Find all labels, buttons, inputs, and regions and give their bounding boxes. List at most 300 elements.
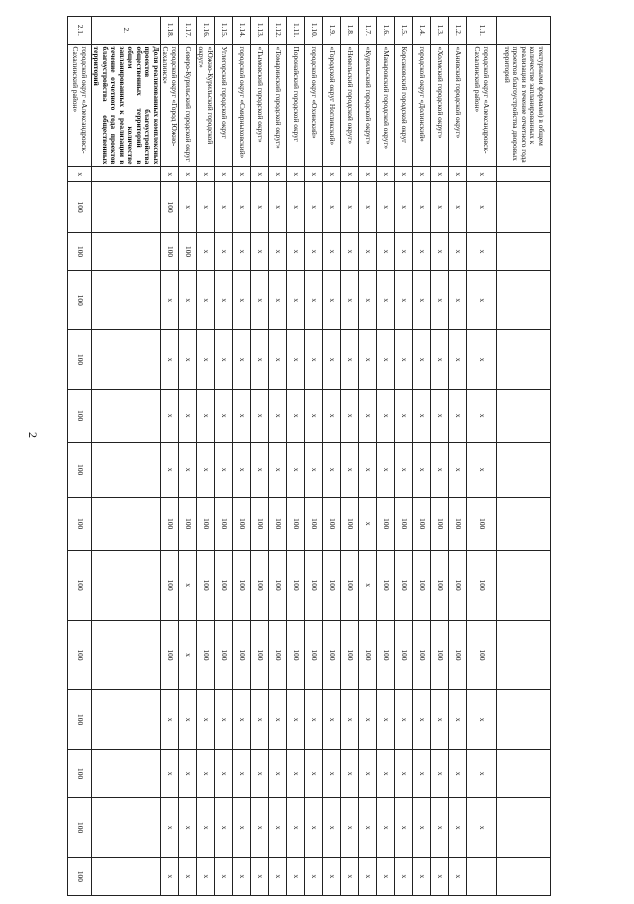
table-cell: x (269, 857, 287, 895)
table-cell: x (449, 690, 467, 749)
table-cell: 100 (377, 550, 395, 620)
table-row (413, 17, 431, 896)
table-cell: x (287, 330, 305, 389)
table-cell: x (413, 749, 431, 798)
table-cell: x (395, 798, 413, 857)
table-cell: x (178, 330, 196, 389)
table-cell: x (251, 749, 269, 798)
table-cell: x (196, 749, 214, 798)
table-cell (91, 690, 160, 749)
table-cell: x (467, 271, 497, 330)
table-cell: 100 (67, 271, 91, 330)
table-cell: x (467, 749, 497, 798)
table-cell: 100 (233, 550, 251, 620)
row-number: 1.6. (377, 17, 395, 45)
table-cell (497, 690, 551, 749)
table-cell: x (233, 749, 251, 798)
table-cell: x (323, 442, 341, 497)
table-cell: x (413, 182, 431, 233)
table-cell: x (287, 271, 305, 330)
table-cell: x (359, 497, 377, 550)
row-name: городской округ «Смирныховский» (233, 44, 251, 167)
table-cell: 100 (341, 550, 359, 620)
table-row (178, 17, 196, 896)
table-cell: x (395, 271, 413, 330)
table-cell: x (395, 182, 413, 233)
table-cell: 100 (287, 550, 305, 620)
table-cell: x (178, 749, 196, 798)
table-cell: x (233, 690, 251, 749)
row-name: городской округ «Александровск-Сахалинский район» (67, 44, 91, 167)
table-cell: x (467, 233, 497, 271)
table-cell: x (377, 442, 395, 497)
table-cell: x (305, 442, 323, 497)
table-cell: x (341, 690, 359, 749)
table-cell: 100 (196, 497, 214, 550)
table-row (233, 17, 251, 896)
table-cell: x (215, 271, 233, 330)
table-cell: x (215, 749, 233, 798)
table-cell (91, 389, 160, 442)
table-cell: x (178, 798, 196, 857)
table-cell: x (359, 690, 377, 749)
row-number: 1.3. (431, 17, 449, 45)
table-cell: x (341, 389, 359, 442)
row-number: 1.13. (251, 17, 269, 45)
table-cell: x (287, 690, 305, 749)
table-row (359, 17, 377, 896)
table-cell: 100 (305, 497, 323, 550)
table-cell: x (160, 167, 178, 182)
table-cell: x (233, 330, 251, 389)
table-cell: x (178, 271, 196, 330)
table-cell: 100 (251, 550, 269, 620)
table-cell: x (341, 167, 359, 182)
table-cell (91, 233, 160, 271)
table-cell: x (359, 749, 377, 798)
table-cell (91, 182, 160, 233)
table-cell: x (359, 550, 377, 620)
table-cell: x (323, 182, 341, 233)
table-cell: x (305, 749, 323, 798)
table-cell: 100 (215, 550, 233, 620)
table-cell: x (160, 271, 178, 330)
table-cell: 100 (233, 620, 251, 690)
table-cell: x (287, 749, 305, 798)
row-number: 1.10. (305, 17, 323, 45)
table-cell: x (431, 690, 449, 749)
row-name: «Южно-Курильский городской округ» (196, 44, 214, 167)
table-cell: x (323, 857, 341, 895)
table-cell: x (251, 857, 269, 895)
table-cell: x (160, 798, 178, 857)
table-cell: 100 (431, 497, 449, 550)
table-cell: x (269, 798, 287, 857)
table-cell (497, 442, 551, 497)
table-cell (497, 271, 551, 330)
row-number: 1.11. (287, 17, 305, 45)
table-cell: x (431, 442, 449, 497)
row-number: 1.17. (178, 17, 196, 45)
table-cell: x (377, 233, 395, 271)
table-cell: x (395, 330, 413, 389)
table-cell: x (431, 798, 449, 857)
table-cell: x (305, 271, 323, 330)
table-cell: 100 (215, 497, 233, 550)
table-cell: x (178, 690, 196, 749)
table-cell: x (413, 167, 431, 182)
table-cell: x (395, 167, 413, 182)
table-cell: 100 (196, 550, 214, 620)
row-number: 1.2. (449, 17, 467, 45)
table-row (67, 17, 91, 896)
table-cell: x (359, 798, 377, 857)
table-cell: 100 (160, 233, 178, 271)
table-cell: x (467, 442, 497, 497)
table-cell: x (449, 442, 467, 497)
table-cell: x (196, 857, 214, 895)
row-number: 1.5. (395, 17, 413, 45)
table-cell: 100 (178, 233, 196, 271)
table-cell: x (341, 182, 359, 233)
table-cell: 100 (341, 620, 359, 690)
row-name: тектурными формами) в общем количестве запланированных к реализации в течение отчетного года проектов благоустройства дворовых территорий (497, 44, 551, 167)
table-cell: x (269, 167, 287, 182)
table-cell: 100 (287, 497, 305, 550)
table-cell: x (196, 690, 214, 749)
table-cell (91, 330, 160, 389)
table-cell: 100 (67, 497, 91, 550)
table-cell: x (233, 271, 251, 330)
table-cell: x (215, 389, 233, 442)
table-cell: x (449, 389, 467, 442)
table-cell: x (287, 442, 305, 497)
table-cell: 100 (67, 798, 91, 857)
table-cell: x (467, 330, 497, 389)
table-cell: x (251, 233, 269, 271)
page-number: 2 (26, 432, 40, 438)
table-cell: x (323, 798, 341, 857)
table-row (196, 17, 214, 896)
table-cell (497, 182, 551, 233)
table-cell: 100 (269, 497, 287, 550)
table-cell: x (269, 182, 287, 233)
table-cell: x (269, 690, 287, 749)
table-row (287, 17, 305, 896)
row-name: Поронайский городской округ (287, 44, 305, 167)
table-cell: x (359, 233, 377, 271)
table-cell: 100 (160, 497, 178, 550)
table-cell (497, 233, 551, 271)
table-cell: x (449, 271, 467, 330)
table-cell: 100 (215, 620, 233, 690)
table-cell: x (341, 798, 359, 857)
table-cell: x (178, 167, 196, 182)
row-number: 1.15. (215, 17, 233, 45)
table-cell: x (341, 233, 359, 271)
table-row (160, 17, 178, 896)
table-cell: x (269, 749, 287, 798)
row-name: городской округ «Александровск-Сахалинский район» (467, 44, 497, 167)
row-name: «Тымовский городской округ» (251, 44, 269, 167)
table-cell: x (287, 167, 305, 182)
table-cell (497, 330, 551, 389)
table-cell: x (233, 798, 251, 857)
table-cell: 100 (341, 497, 359, 550)
table-cell: x (287, 857, 305, 895)
table-cell: x (431, 857, 449, 895)
row-name: городской округ «Охинский» (305, 44, 323, 167)
table-cell: 100 (269, 550, 287, 620)
table-cell: x (377, 857, 395, 895)
row-number: 1.18. (160, 17, 178, 45)
table-cell: x (359, 182, 377, 233)
row-name: «Невельский городской округ» (341, 44, 359, 167)
table-cell: x (196, 389, 214, 442)
table-cell: x (196, 233, 214, 271)
table-cell: x (196, 182, 214, 233)
table-cell (497, 857, 551, 895)
table-row (323, 17, 341, 896)
table-cell: x (160, 330, 178, 389)
table-cell: x (395, 857, 413, 895)
row-name: Северо-Курильский городской округ (178, 44, 196, 167)
table-cell: x (233, 857, 251, 895)
row-name: «Городской округ Ногликский» (323, 44, 341, 167)
table-cell (91, 167, 160, 182)
table-cell: x (431, 330, 449, 389)
table-cell: x (305, 167, 323, 182)
table-cell: x (287, 798, 305, 857)
table-cell: x (395, 690, 413, 749)
table-cell (467, 857, 497, 895)
row-name: «Курильский городской округ» (359, 44, 377, 167)
table-row (91, 17, 160, 896)
table-cell: x (305, 233, 323, 271)
table-cell: x (377, 749, 395, 798)
table-row (431, 17, 449, 896)
table-cell: x (160, 442, 178, 497)
table-cell (91, 550, 160, 620)
table-cell: 100 (395, 550, 413, 620)
table-cell: x (269, 389, 287, 442)
table-cell: x (413, 857, 431, 895)
table-cell: 100 (305, 620, 323, 690)
table-cell: x (431, 182, 449, 233)
table-cell: 100 (67, 330, 91, 389)
table-cell: 100 (160, 620, 178, 690)
table-cell: x (251, 330, 269, 389)
table-cell: x (359, 330, 377, 389)
table-cell: x (341, 749, 359, 798)
table-cell: x (413, 690, 431, 749)
table-cell: x (413, 271, 431, 330)
table-cell: 100 (178, 497, 196, 550)
table-cell: x (341, 442, 359, 497)
table-cell: x (215, 233, 233, 271)
table-cell: 100 (413, 550, 431, 620)
table-cell: 100 (251, 497, 269, 550)
table-cell: x (449, 167, 467, 182)
table-cell: x (377, 182, 395, 233)
table-cell: x (395, 442, 413, 497)
row-number (497, 17, 551, 45)
table-cell: x (196, 167, 214, 182)
table-cell: x (287, 182, 305, 233)
table-cell: x (233, 182, 251, 233)
table-cell (497, 389, 551, 442)
table-cell: x (359, 857, 377, 895)
table-cell: 100 (467, 620, 497, 690)
table-cell: 100 (305, 550, 323, 620)
table-row (377, 17, 395, 896)
indicators-table (67, 16, 551, 896)
table-cell: 100 (413, 620, 431, 690)
row-name: Углегорский городской округ (215, 44, 233, 167)
table-cell: x (377, 389, 395, 442)
table-cell: x (449, 749, 467, 798)
table-cell: 100 (323, 497, 341, 550)
row-number: 1.9. (323, 17, 341, 45)
row-name: «Макаровский городской округ» (377, 44, 395, 167)
table-cell: 100 (323, 620, 341, 690)
table-cell: x (305, 182, 323, 233)
table-cell: x (287, 389, 305, 442)
table-cell: 100 (467, 497, 497, 550)
table-cell: x (413, 233, 431, 271)
table-row (449, 17, 467, 896)
table-cell: x (413, 442, 431, 497)
table-cell: x (359, 271, 377, 330)
table-cell: x (377, 798, 395, 857)
table-cell: x (251, 271, 269, 330)
table-cell: 100 (269, 620, 287, 690)
table-cell: 100 (359, 620, 377, 690)
table-cell: 100 (395, 620, 413, 690)
table-cell: x (323, 167, 341, 182)
table-cell: 100 (160, 550, 178, 620)
table-cell: x (178, 389, 196, 442)
table-cell: 100 (251, 620, 269, 690)
table-cell (91, 857, 160, 895)
table-row (215, 17, 233, 896)
table-cell: x (233, 442, 251, 497)
table-cell: x (449, 798, 467, 857)
table-row (305, 17, 323, 896)
table-cell: x (431, 749, 449, 798)
table-row (341, 17, 359, 896)
table-cell (497, 550, 551, 620)
table-cell: x (178, 857, 196, 895)
table-cell: 100 (395, 497, 413, 550)
table-cell: 100 (377, 620, 395, 690)
table-cell (497, 497, 551, 550)
table-cell: x (269, 233, 287, 271)
row-number: 1.14. (233, 17, 251, 45)
table-cell: x (215, 690, 233, 749)
table-cell: x (377, 167, 395, 182)
table-cell: x (431, 389, 449, 442)
table-cell: x (67, 167, 91, 182)
table-cell: x (467, 690, 497, 749)
row-name: городской округ «Долинский» (413, 44, 431, 167)
row-number: 1.8. (341, 17, 359, 45)
table-cell: x (395, 749, 413, 798)
table-cell: x (323, 749, 341, 798)
table-cell: 100 (67, 442, 91, 497)
row-name: Доля реализованных комплексных проектов благоустройства общественных территорий в общем количестве запланированных к реализации в течение отчетного года проектов благоустройства общественных территорий (91, 44, 160, 167)
table-cell: x (395, 389, 413, 442)
table-cell: x (160, 389, 178, 442)
table-cell: x (467, 389, 497, 442)
table-cell: x (359, 442, 377, 497)
table-cell: x (449, 330, 467, 389)
table-cell: x (359, 167, 377, 182)
row-number: 2. (91, 17, 160, 45)
table-cell: 100 (160, 182, 178, 233)
table-row (467, 17, 497, 896)
table-cell: 100 (431, 550, 449, 620)
table-cell: x (215, 330, 233, 389)
table-cell: x (431, 271, 449, 330)
table-cell: x (287, 233, 305, 271)
table-cell: x (196, 798, 214, 857)
table-cell: x (323, 389, 341, 442)
table-cell (91, 798, 160, 857)
table-cell: x (431, 233, 449, 271)
table-cell: x (359, 389, 377, 442)
table-cell: x (215, 167, 233, 182)
table-cell: 100 (449, 550, 467, 620)
table-cell: x (269, 330, 287, 389)
row-number: 2.1. (67, 17, 91, 45)
row-number: 1.12. (269, 17, 287, 45)
table-cell: 100 (67, 389, 91, 442)
table-cell: 100 (67, 233, 91, 271)
table-cell: 100 (67, 620, 91, 690)
table-cell (497, 167, 551, 182)
table-cell: x (449, 182, 467, 233)
table-cell: x (215, 857, 233, 895)
table-cell: x (215, 798, 233, 857)
table-cell: x (215, 442, 233, 497)
table-cell: x (467, 182, 497, 233)
table-cell: x (160, 749, 178, 798)
table-cell: x (449, 233, 467, 271)
table-cell (91, 497, 160, 550)
table-cell: x (377, 330, 395, 389)
row-number: 1.1. (467, 17, 497, 45)
table-cell: x (377, 690, 395, 749)
table-cell: x (233, 389, 251, 442)
table-cell: 100 (67, 182, 91, 233)
table-row (497, 17, 551, 896)
table-cell: 100 (67, 550, 91, 620)
table-cell: x (413, 389, 431, 442)
table-cell: x (323, 271, 341, 330)
table-cell: x (178, 620, 196, 690)
table-cell: x (251, 182, 269, 233)
table-cell: x (449, 857, 467, 895)
row-number: 1.7. (359, 17, 377, 45)
row-name: Корсаковский городской округ (395, 44, 413, 167)
table-cell: x (251, 690, 269, 749)
table-cell: x (323, 690, 341, 749)
table-cell: x (251, 389, 269, 442)
table-cell: 100 (233, 497, 251, 550)
table-row (251, 17, 269, 896)
table-cell: 100 (67, 690, 91, 749)
